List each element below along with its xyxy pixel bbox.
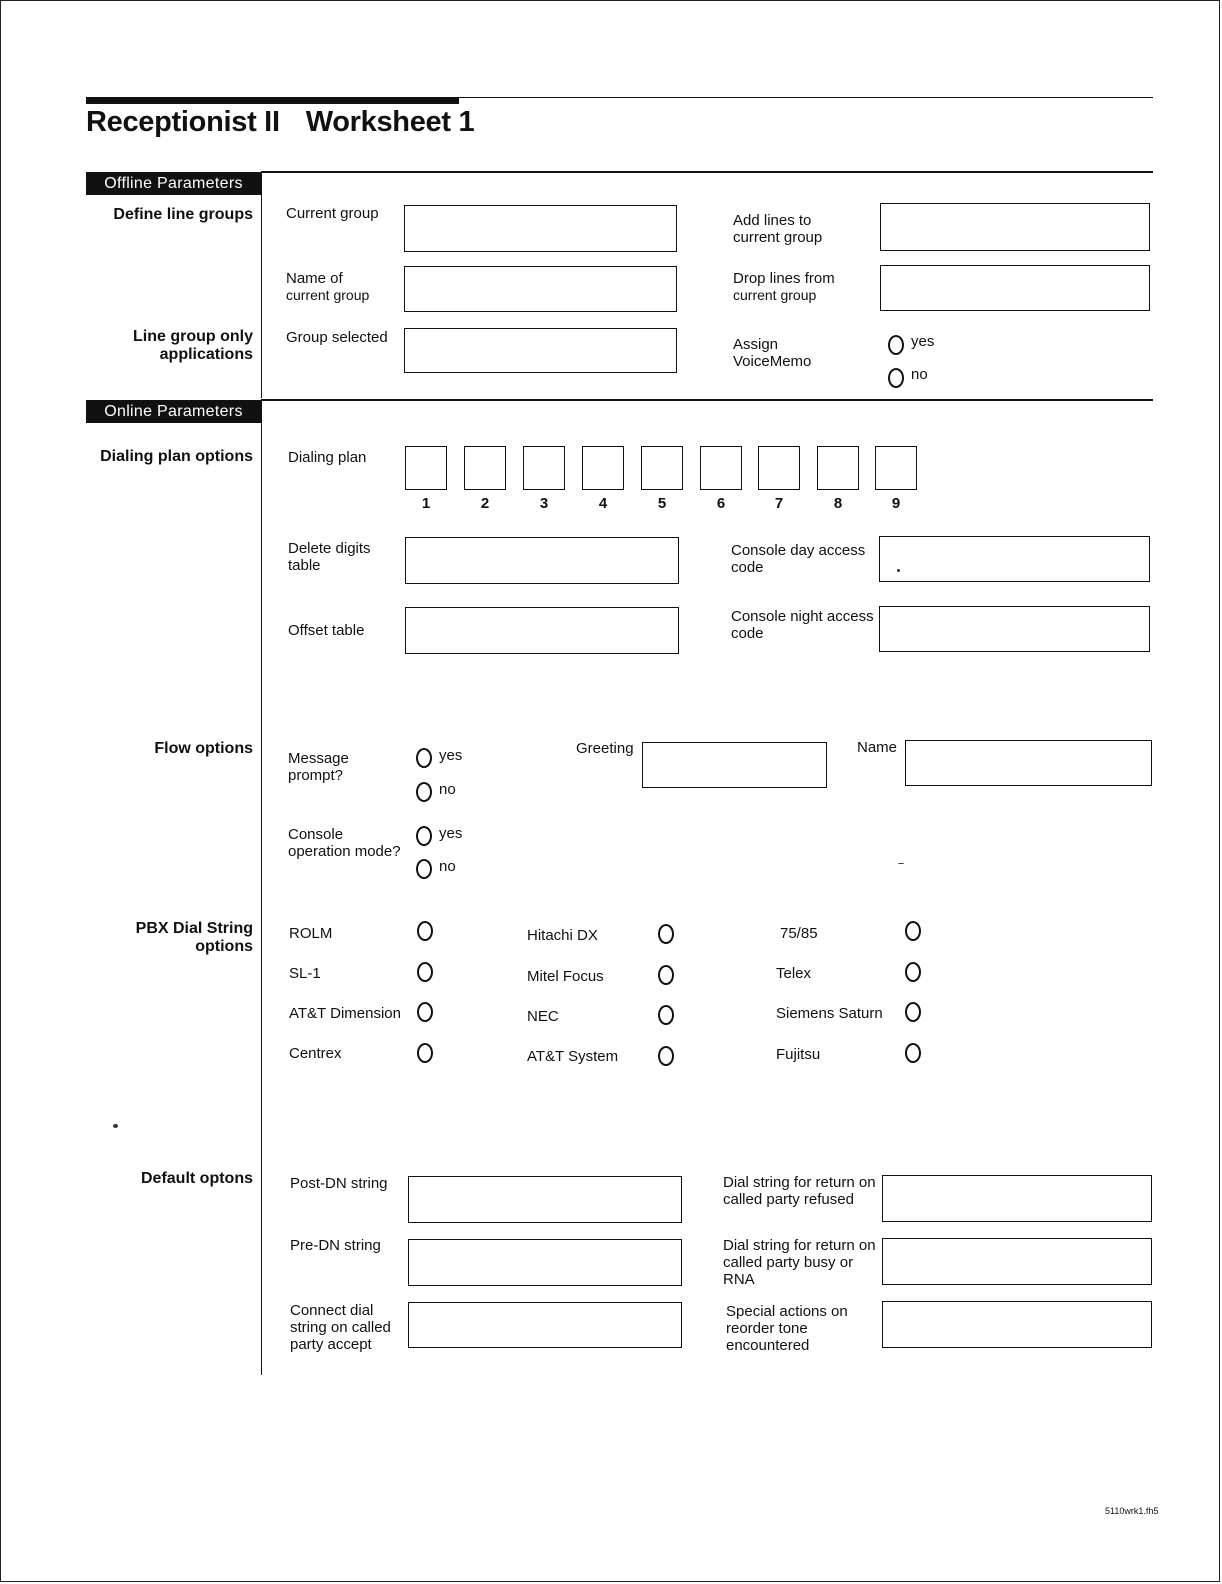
pbx-option-mitel-focus-label: Mitel Focus — [527, 968, 604, 985]
title-part2: Worksheet 1 — [305, 106, 475, 138]
refused-line2: called party refused — [723, 1191, 854, 1208]
message-prompt-label — [288, 750, 349, 784]
online-parameters-banner: Online Parameters — [86, 400, 261, 423]
delete-digits-label — [288, 540, 371, 574]
pbx-option-rolm-radio[interactable] — [417, 921, 433, 941]
message-prompt-no-radio[interactable] — [416, 782, 432, 802]
group-selected-field[interactable] — [404, 328, 677, 373]
pbx-option-75-85-label: 75/85 — [780, 925, 818, 942]
refused-line1: Dial string for return on — [723, 1174, 876, 1191]
digit-label-7: 7 — [774, 495, 784, 512]
busy-return-string-field[interactable] — [882, 1238, 1152, 1285]
title-part1: Receptionist II — [86, 106, 280, 138]
file-name-footer: 5110wrk1.fh5 — [1105, 1506, 1159, 1516]
pbx-option-nec-label: NEC — [527, 1008, 559, 1025]
current-group-field[interactable] — [404, 205, 677, 252]
pbx-option-mitel-focus-radio[interactable] — [658, 965, 674, 985]
delete-digits-field[interactable] — [405, 537, 679, 584]
console-day-line2: code — [731, 559, 764, 576]
special-actions-field[interactable] — [882, 1301, 1152, 1348]
message-prompt-yes-radio[interactable] — [416, 748, 432, 768]
post-dn-string-field[interactable] — [408, 1176, 682, 1223]
voicememo-no-label: no — [911, 366, 928, 383]
special-line3: encountered — [726, 1337, 810, 1354]
busy-return-string-label — [723, 1237, 876, 1288]
assign-label-line2: VoiceMemo — [733, 353, 812, 370]
pbx-option-siemens-saturn-label: Siemens Saturn — [776, 1005, 883, 1022]
console-mode-no-label: no — [439, 858, 456, 875]
pbx-option-att-system-label: AT&T System — [527, 1048, 619, 1065]
pre-dn-string-label: Pre-DN string — [290, 1237, 381, 1254]
pbx-option-fujitsu-radio[interactable] — [905, 1043, 921, 1063]
online-rule — [261, 399, 1153, 401]
busy-line1: Dial string for return on — [723, 1237, 876, 1254]
voicememo-no-radio[interactable] — [888, 368, 904, 388]
dialing-plan-digit-3-box[interactable] — [523, 446, 565, 490]
pbx-dial-string-heading — [136, 920, 253, 956]
pbx-option-centrex-label: Centrex — [289, 1045, 342, 1062]
digit-label-3: 3 — [539, 495, 549, 512]
delete-digits-line2: table — [288, 557, 321, 574]
title-rule — [459, 97, 1153, 98]
console-mode-yes-label: yes — [439, 825, 463, 842]
name-field[interactable] — [905, 740, 1152, 786]
digit-label-8: 8 — [833, 495, 843, 512]
name-label-line1: Name of — [286, 270, 343, 287]
digit-label-1: 1 — [421, 495, 431, 512]
default-options-heading: Default optons — [141, 1170, 253, 1187]
dialing-plan-digit-6-box[interactable] — [700, 446, 742, 490]
console-day-access-label — [731, 542, 865, 576]
dialing-plan-digit-1-box[interactable] — [405, 446, 447, 490]
console-night-access-label — [731, 608, 874, 642]
special-actions-label — [726, 1303, 848, 1354]
pbx-option-sl1-label: SL-1 — [289, 965, 321, 982]
pbx-option-nec-radio[interactable] — [658, 1005, 674, 1025]
busy-line2: called party busy or — [723, 1254, 854, 1271]
console-operation-line2: operation mode? — [288, 843, 401, 860]
add-lines-label — [733, 212, 822, 246]
post-dn-string-label: Post-DN string — [290, 1175, 388, 1192]
greeting-field[interactable] — [642, 742, 827, 788]
drop-lines-label — [733, 270, 835, 304]
special-line1: Special actions on — [726, 1303, 848, 1320]
console-night-line1: Console night access — [731, 608, 874, 625]
voicememo-yes-radio[interactable] — [888, 335, 904, 355]
console-day-line1: Console day access — [731, 542, 866, 559]
special-line2: reorder tone — [726, 1320, 808, 1337]
pbx-option-telex-label: Telex — [776, 965, 812, 982]
connect-dial-string-label — [290, 1302, 391, 1353]
pbx-option-hitachi-dx-label: Hitachi DX — [527, 927, 598, 944]
digit-label-5: 5 — [657, 495, 667, 512]
name-of-current-group-field[interactable] — [404, 266, 677, 312]
digit-label-9: 9 — [891, 495, 901, 512]
dialing-plan-options-heading: Dialing plan options — [100, 448, 253, 465]
drop-lines-label-line2: current group — [733, 287, 817, 303]
voicememo-yes-label: yes — [911, 333, 935, 350]
pbx-heading-line2: options — [195, 938, 253, 955]
digit-label-6: 6 — [716, 495, 726, 512]
drop-lines-field[interactable] — [880, 265, 1150, 311]
message-prompt-line1: Message — [288, 750, 349, 767]
pbx-heading-line1: PBX Dial String — [135, 920, 253, 937]
assign-voicememo-label — [733, 336, 811, 370]
pbx-option-att-dimension-radio[interactable] — [417, 1002, 433, 1022]
scan-speck — [897, 569, 900, 572]
scan-speck — [898, 863, 904, 864]
name-label-line2: current group — [286, 287, 370, 303]
console-night-access-field[interactable] — [879, 606, 1150, 652]
refused-return-string-label — [723, 1174, 876, 1208]
pbx-option-rolm-label: ROLM — [289, 925, 333, 942]
console-mode-no-radio[interactable] — [416, 859, 432, 879]
message-prompt-no-label: no — [439, 781, 456, 798]
message-prompt-yes-label: yes — [439, 747, 463, 764]
line-group-only-heading — [133, 328, 253, 364]
console-operation-mode-label — [288, 826, 401, 860]
pbx-option-siemens-saturn-radio[interactable] — [905, 1002, 921, 1022]
assign-label-line1: Assign — [733, 336, 779, 353]
console-mode-yes-radio[interactable] — [416, 826, 432, 846]
pbx-option-centrex-radio[interactable] — [417, 1043, 433, 1063]
connect-line2: string on called — [290, 1319, 391, 1336]
name-of-current-group-label — [286, 270, 369, 304]
current-group-label: Current group — [286, 205, 379, 222]
offline-parameters-banner: Offline Parameters — [86, 172, 261, 195]
message-prompt-line2: prompt? — [288, 767, 344, 784]
dialing-plan-digit-4-box[interactable] — [582, 446, 624, 490]
dialing-plan-digit-9-box[interactable] — [875, 446, 917, 490]
flow-options-heading: Flow options — [154, 740, 253, 757]
pbx-option-fujitsu-label: Fujitsu — [776, 1046, 821, 1063]
console-night-line2: code — [731, 625, 764, 642]
busy-line3: RNA — [723, 1271, 755, 1288]
dialing-plan-digit-2-box[interactable] — [464, 446, 506, 490]
refused-return-string-field[interactable] — [882, 1175, 1152, 1222]
offset-table-label: Offset table — [288, 622, 365, 639]
name-label: Name — [857, 739, 898, 756]
scan-speck — [113, 1124, 118, 1128]
pbx-option-hitachi-dx-radio[interactable] — [658, 924, 674, 944]
connect-line3: party accept — [290, 1336, 372, 1353]
connect-dial-string-field[interactable] — [408, 1302, 682, 1348]
delete-digits-line1: Delete digits — [288, 540, 371, 557]
page-title — [86, 106, 474, 139]
add-lines-label-line1: Add lines to — [733, 212, 812, 229]
title-bar — [86, 97, 459, 104]
line-group-only-heading-line2: applications — [159, 346, 253, 363]
dialing-plan-digit-8-box[interactable] — [817, 446, 859, 490]
offline-vertical-rule — [261, 172, 262, 398]
line-group-only-heading-line1: Line group only — [133, 328, 253, 345]
drop-lines-label-line1: Drop lines from — [733, 270, 835, 287]
connect-line1: Connect dial — [290, 1302, 374, 1319]
define-line-groups-heading: Define line groups — [113, 206, 253, 223]
online-vertical-rule — [261, 400, 262, 1375]
dialing-plan-label: Dialing plan — [288, 449, 367, 466]
console-day-access-field[interactable] — [879, 536, 1150, 582]
pbx-option-75-85-radio[interactable] — [905, 921, 921, 941]
greeting-label: Greeting — [576, 740, 634, 757]
add-lines-field[interactable] — [880, 203, 1150, 251]
add-lines-label-line2: current group — [733, 229, 823, 246]
dialing-plan-digit-5-box[interactable] — [641, 446, 683, 490]
pbx-option-att-dimension-label: AT&T Dimension — [289, 1005, 401, 1022]
offset-table-field[interactable] — [405, 607, 679, 654]
dialing-plan-digit-7-box[interactable] — [758, 446, 800, 490]
pbx-option-telex-radio[interactable] — [905, 962, 921, 982]
group-selected-label: Group selected — [286, 329, 388, 346]
offline-rule — [261, 171, 1153, 173]
digit-label-2: 2 — [480, 495, 490, 512]
pbx-option-sl1-radio[interactable] — [417, 962, 433, 982]
pre-dn-string-field[interactable] — [408, 1239, 682, 1286]
pbx-option-att-system-radio[interactable] — [658, 1046, 674, 1066]
digit-label-4: 4 — [598, 495, 608, 512]
console-operation-line1: Console — [288, 826, 344, 843]
